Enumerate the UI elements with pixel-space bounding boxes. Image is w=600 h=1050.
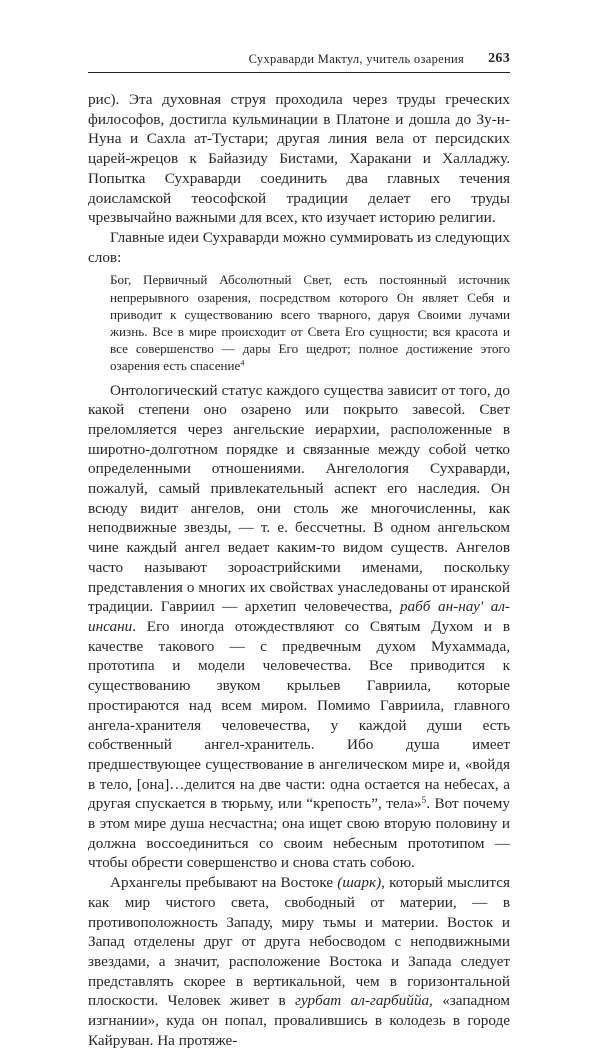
paragraph-2: Главные идеи Сухраварди можно суммировать из следующих слов: [88, 228, 510, 266]
paragraph-3-text-c: . Вот почему в этом мире душа несчастна; она ищет свою вторую половину и должна воссоединиться со своим небесным прототипом — чтобы обрести совершенство и снова стать собою. [88, 795, 510, 872]
footnote-ref-5[interactable]: 5 [421, 796, 427, 807]
paragraph-3 [88, 381, 510, 874]
term-shark: (шарк) [337, 874, 382, 892]
page-number: 263 [488, 51, 510, 66]
header-rule [88, 72, 510, 73]
term-rabb-an-nau: рабб ан-нау' ал-инсани [88, 598, 510, 635]
running-title: Сухраварди Мактул, учитель озарения [248, 52, 464, 66]
paragraph-1: рис). Эта духовная струя проходила через труды греческих философов, достигла кульминации в Платоне и дошла до Зу-н-Нуна и Сахла ат-Тустари; другая линия вела от персидских царей-жрецов к Байазиду Бистами, Харакани и Халладжу. Попытка Сухраварди соединить два главных течения доисламской теософской традиции делает его труды чрезвычайно важными для всех, кто изучает историю религии. [88, 91, 510, 227]
block-quote [88, 271, 510, 374]
paragraph-4-text-a: Архангелы пребывают на Востоке [110, 874, 338, 892]
paragraph-4-text-b: , который мыслится как мир чистого света, свободный от материи, — в противоположность Западу, миру тьмы и материи. Восток и Запад отделены друг от друга небосводом с неподвижными звездами, а значит, расположение Востока и Запада следует представлять скорее в вертикальной, чем в горизонтальной плоскости. Человек живет в [88, 874, 510, 1010]
term-gurbat: гурбат ал-гарбиййа [295, 992, 430, 1010]
paragraph-3-text-a: Онтологический статус каждого существа зависит от того, до какой степени оно озарено или покрыто завесой. Свет преломляется через ангельские иерархии, расположенные в широтно-долготном порядке и связанные между собой четко определенными отношениями. Ангелология Сухраварди, пожалуй, самый привлекательный аспект его наследия. Он всюду видит ангелов, они столь же многочисленны, как неподвижные звезды, — т. е. бессчетны. В одном ангельском чине каждый ангел ведает каким-то видом существ. Ангелов часто называют зороастрийскими именами, поскольку представления о многих их свойствах унаследованы от иранской традиции. Гавриил — архетип человечества, [88, 381, 510, 616]
quote-text: Бог, Первичный Абсолютный Свет, есть постоянный источник непрерывного озарения, посредством которого Он являет Себя и приводит к существованию всего тварного, даруя Своими лучами жизнь. Все в мире происходит от Света Его сущности; вся красота и все совершенство — дары Его щедрот; полное достижение этого озарения есть спасение [110, 272, 510, 374]
paragraph-4 [88, 873, 510, 1050]
paragraph-4-text-c: , «западном изгнании», куда он попал, провалившись в колодезь в городе Кайруван. На протяже- [88, 992, 510, 1049]
paragraph-3-text-b: . Его иногда отождествляют со Святым Духом и в качестве такового — с предвечным духом Мухаммада, прототипа и модели человечества. Все приводится к существованию звуком крыльев Гавриила, которые простираются над всем миром. Помимо Гавриила, главного ангела-хранителя человечества, у каждой души есть собственный ангел-хранитель. Ибо душа имеет предшествующее существование в ангелическом мире и, «войдя в тело, [она]…делится на две части: одна остается на небесах, а другая спускается в тюрьму, или “крепость”, тела» [88, 617, 510, 813]
footnote-ref-4[interactable]: 4 [240, 358, 245, 368]
main-text [88, 90, 510, 1050]
quote-paragraph [110, 271, 510, 374]
